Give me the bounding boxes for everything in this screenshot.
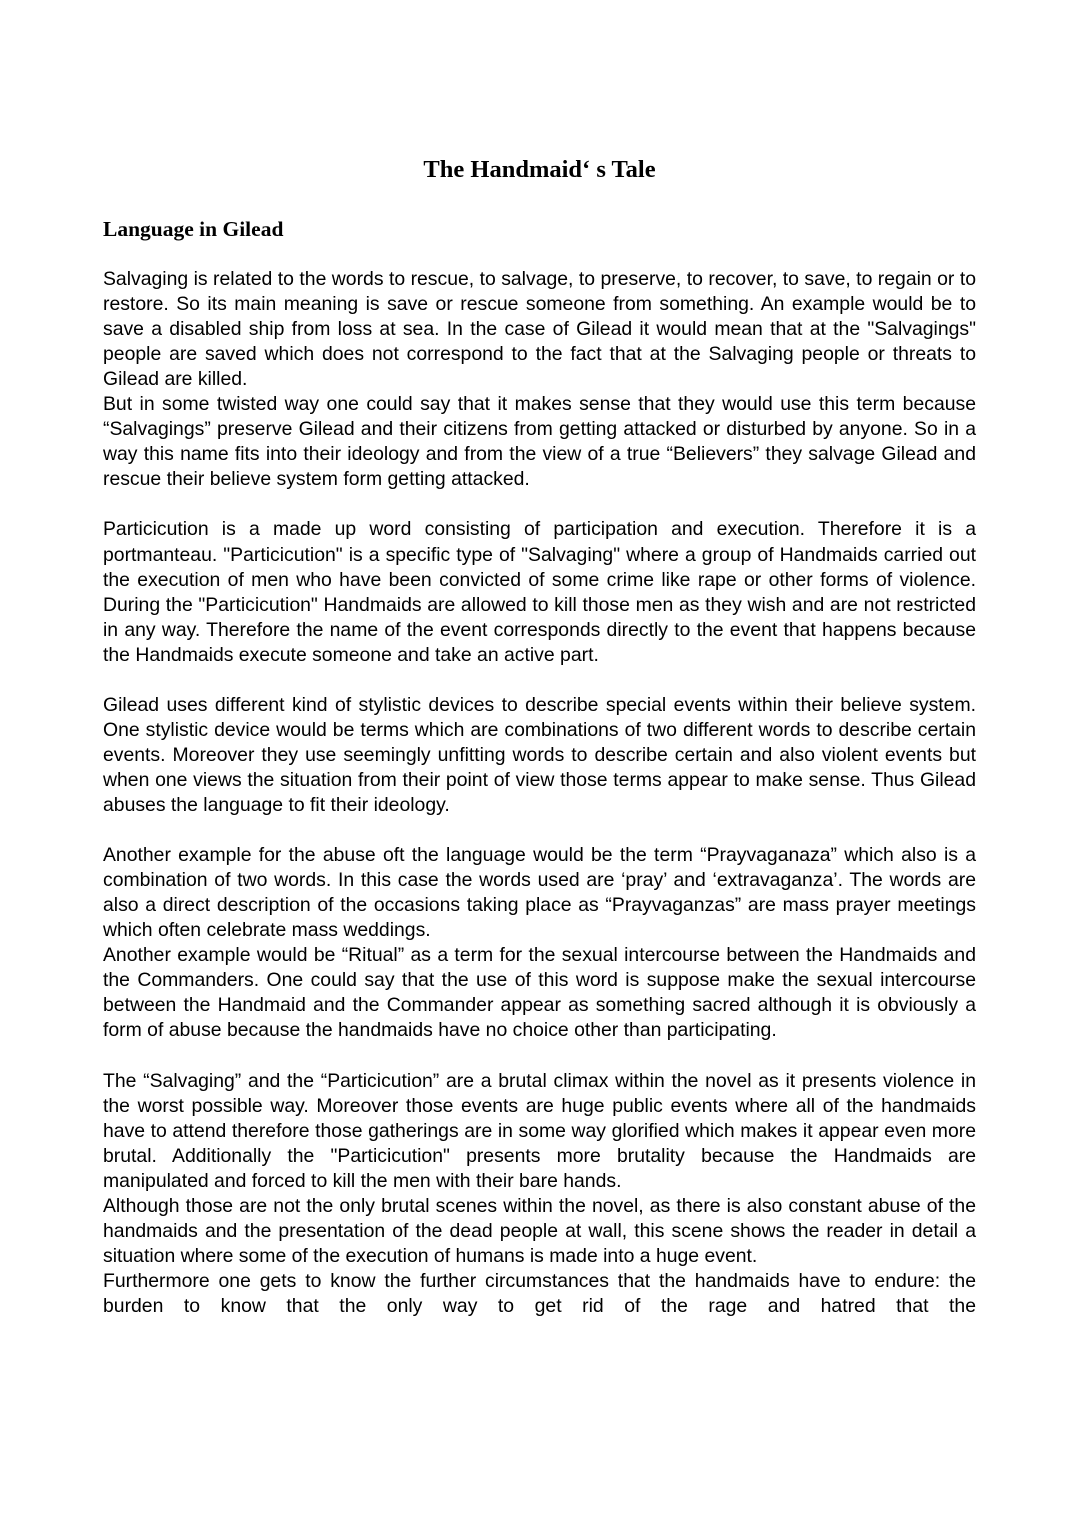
paragraph-brutal-climax: The “Salvaging” and the “Particicution” are a brutal climax within the novel as it presents violence in the worst possible way. Moreover those events are huge public events where all of the handmaids have to attend therefore those gatherings are in some way glorified which makes it appear even more brutal. Additionally the "Particicution" presents more brutality because the Handmaids are manipulated and forced to kill the men with their bare hands. [103,1069,976,1192]
paragraph-salvaging-ideology: But in some twisted way one could say that it makes sense that they would use this term because “Salvagings” preserve Gilead and their citizens from getting attacked or disturbed by anyone. So in a way this name fits into their ideology and from the view of a true “Believers” they salvage Gilead and rescue their believe system form getting attacked. [103,393,976,491]
paragraph-further-circumstances: Furthermore one gets to know the further circumstances that the handmaids have to endure: the burden to know that the only way to get rid of the rage and hatred that the [103,1269,976,1317]
body-text [103,267,976,1319]
document-title: The Handmaid‘ s Tale [423,156,656,183]
paragraph-stylistic-devices: Gilead uses different kind of stylistic devices to describe special events within their believe system. One stylistic device would be terms which are combinations of two different words to describe certain events. Moreover they use seemingly unfitting words to describe certain and also violent events but when one views the situation from their point of view those terms appear to make sense. Thus Gilead abuses the language to fit their ideology. [103,693,976,816]
paragraph-prayvaganza: Another example for the abuse oft the language would be the term “Prayvaganaza” which also is a combination of two words. In this case the words used are ‘pray’ and ‘extravaganza’. The words are also a direct description of the occasions taking place as “Prayvaganzas” are mass prayer meetings which often celebrate mass weddings. [103,844,976,942]
section-heading: Language in Gilead [103,217,284,241]
paragraph-particicution: Particicution is a made up word consisting of participation and execution. Therefore it is a portmanteau. "Particicution" is a specific type of "Salvaging" where a group of Handmaids carried out the execution of men who have been convicted of some crime like rape or other forms of violence. During the "Particicution" Handmaids are allowed to kill those men as they wish and are not restricted in any way. Therefore the name of the event corresponds directly to the event that happens because the Handmaids execute someone and take an active part. [103,518,976,666]
paragraph-salvaging-definition: Salvaging is related to the words to rescue, to salvage, to preserve, to recover, to save, to regain or to restore. So its main meaning is save or rescue someone from something. An example would be to save a disabled ship from loss at sea. In the case of Gilead it would mean that at the "Salvagings" people are saved which does not correspond to the fact that at the Salvaging people or threats to Gilead are killed. [103,268,976,391]
paragraph-other-brutal-scenes: Although those are not the only brutal scenes within the novel, as there is also constant abuse of the handmaids and the presentation of the dead people at wall, this scene shows the reader in detail a situation where some of the execution of humans is made into a huge event. [103,1194,976,1267]
paragraph-ritual: Another example would be “Ritual” as a term for the sexual intercourse between the Handmaids and the Commanders. One could say that the use of this word is suppose make the sexual intercourse between the Handmaid and the Commander appear as something sacred although it is obviously a form of abuse because the handmaids have no choice other than participating. [103,944,976,1042]
